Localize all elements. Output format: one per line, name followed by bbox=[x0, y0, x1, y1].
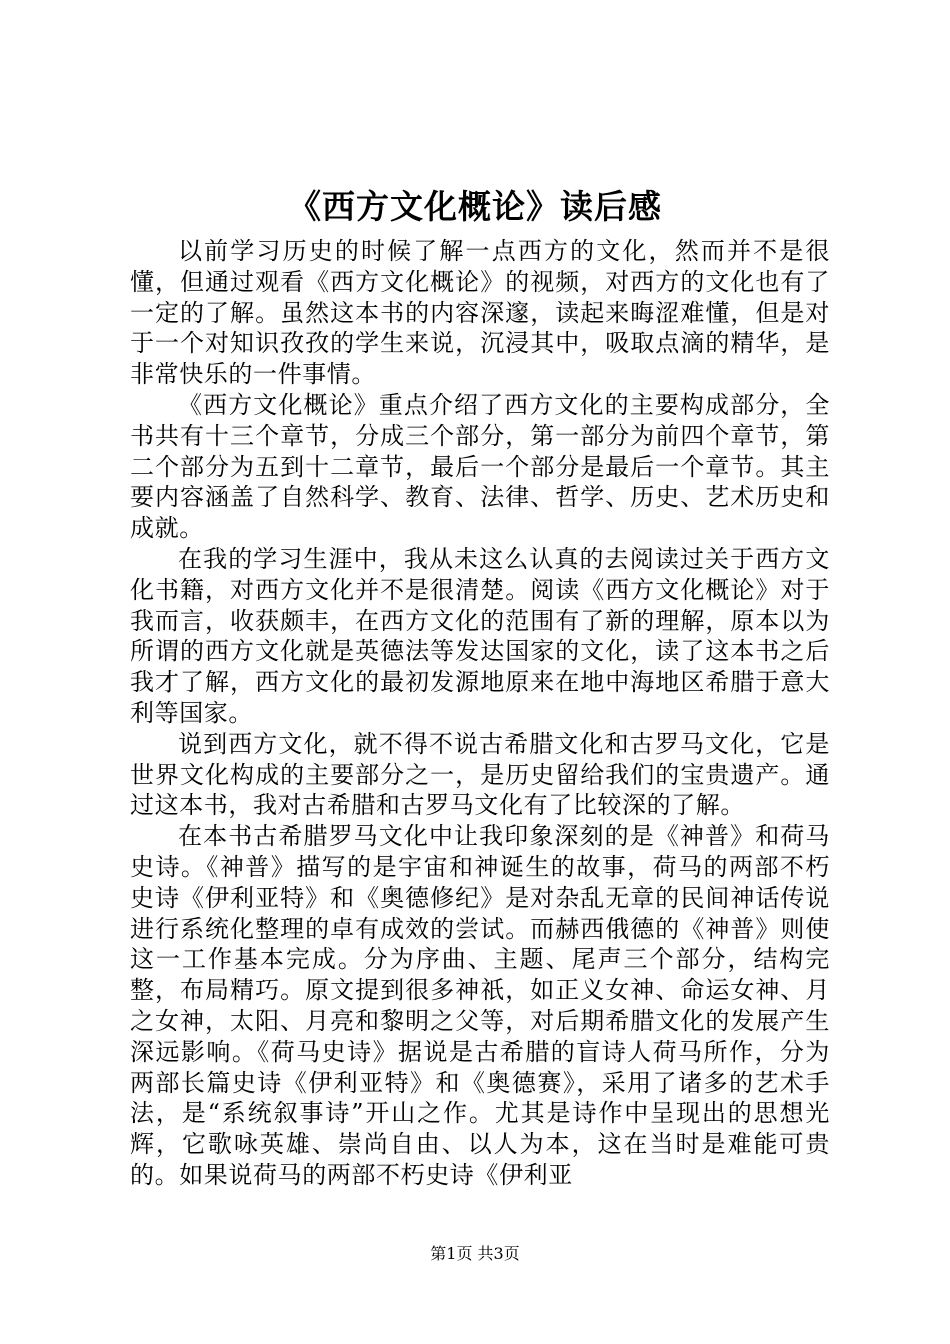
paragraph-3: 在我的学习生涯中，我从未这么认真的去阅读过关于西方文化书籍，对西方文化并不是很清楚。阅读《西方文化概论》对于我而言，收获颇丰，在西方文化的范围有了新的理解，原本以为所谓的西方文化就是英德法等发达国家的文化，读了这本书之后我才了解，西方文化的最初发源地原来在地中海地区希腊于意大利等国家。 bbox=[130, 544, 830, 727]
paragraph-4: 说到西方文化，就不得不说古希腊文化和古罗马文化，它是世界文化构成的主要部分之一，是历史留给我们的宝贵遗产。通过这本书，我对古希腊和古罗马文化有了比较深的了解。 bbox=[130, 729, 830, 820]
paragraph-1: 以前学习历史的时候了解一点西方的文化，然而并不是很懂，但通过观看《西方文化概论》的视频，对西方的文化也有了一定的了解。虽然这本书的内容深邃，读起来晦涩难懂，但是对于一个对知识孜孜的学生来说，沉浸其中，吸取点滴的精华，是非常快乐的一件事情。 bbox=[130, 237, 830, 389]
page-footer: 第1页 共3页 bbox=[430, 1244, 520, 1263]
document-title: 《西方文化概论》读后感 bbox=[288, 187, 662, 226]
paragraph-5: 在本书古希腊罗马文化中让我印象深刻的是《神普》和荷马史诗。《神普》描写的是宇宙和神诞生的故事，荷马的两部不朽史诗《伊利亚特》和《奥德修纪》是对杂乱无章的民间神话传说进行系统化整理的卓有成效的尝试。而赫西俄德的《神普》则使这一工作基本完成。分为序曲、主题、尾声三个部分，结构完整，布局精巧。原文提到很多神祇，如正义女神、命运女神、月之女神，太阳、月亮和黎明之父等，对后期希腊文化的发展产生深远影响。《荷马史诗》据说是古希腊的盲诗人荷马所作，分为两部长篇史诗《伊利亚特》和《奥德赛》，采用了诸多的艺术手法，是“系统叙事诗”开山之作。尤其是诗作中呈现出的思想光辉，它歌咏英雄、崇尚自由、以人为本，这在当时是难能可贵的。如果说荷马的两部不朽史诗《伊利亚 bbox=[130, 822, 830, 1189]
paragraph-2: 《西方文化概论》重点介绍了西方文化的主要构成部分，全书共有十三个章节，分成三个部分，第一部分为前四个章节，第二个部分为五到十二章节，最后一个部分是最后一个章节。其主要内容涵盖了自然科学、教育、法律、哲学、历史、艺术历史和成就。 bbox=[130, 390, 830, 543]
document-body bbox=[130, 236, 830, 1191]
